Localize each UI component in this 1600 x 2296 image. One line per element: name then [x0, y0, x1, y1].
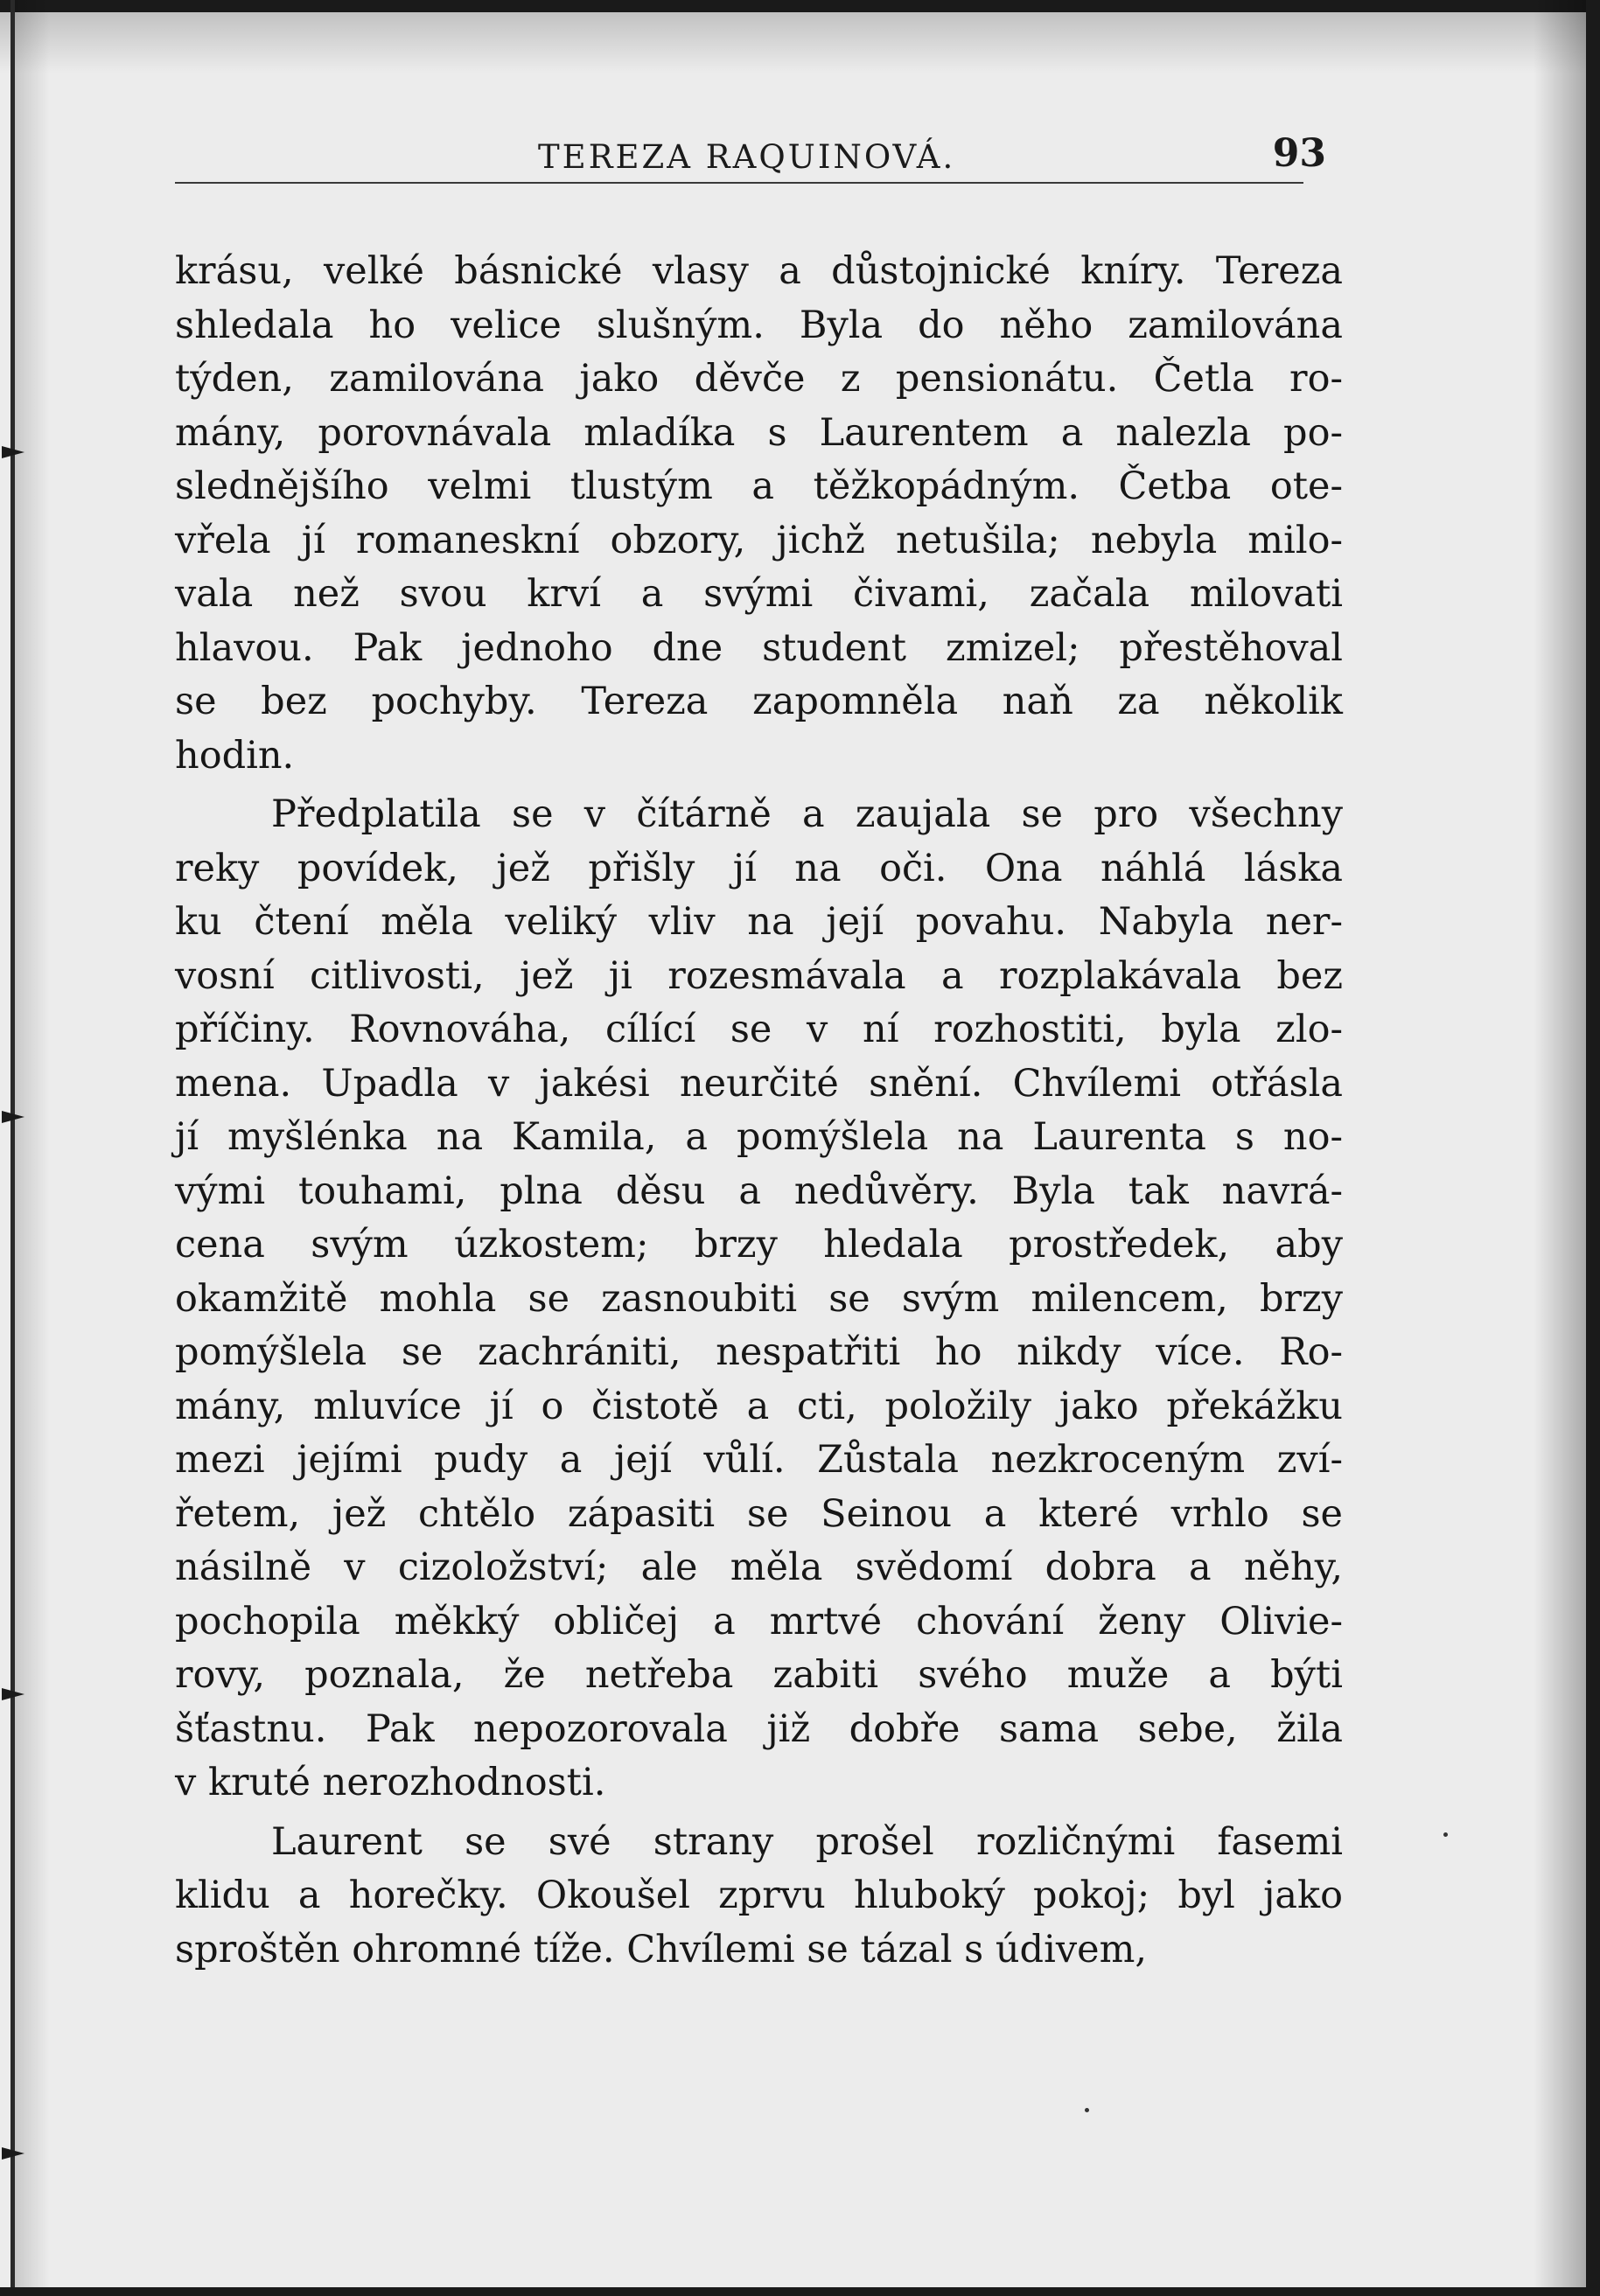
- scan-edge-bottom: [0, 2287, 1600, 2296]
- text-line: se bez pochyby. Tereza zapomněla naň za několik: [175, 680, 1343, 723]
- text-line: v kruté nerozhodnosti.: [175, 1761, 606, 1804]
- text-line: týden, zamilována jako děvče z pensionátu. Četla ro-: [175, 357, 1343, 401]
- body-text: [175, 245, 1343, 1977]
- text-line: jí myšlénka na Kamila, a pomýšlela na Laurenta s no-: [175, 1115, 1343, 1159]
- text-line: hlavou. Pak jednoho dne student zmizel; přestěhoval: [175, 625, 1343, 670]
- text-line: mány, porovnávala mladíka s Laurentem a nalezla po-: [175, 410, 1343, 455]
- text-line: násilně v cizoložství; ale měla svědomí dobra a něhy,: [175, 1546, 1343, 1589]
- text-line: ku čtení měla veliký vliv na její povahu. Nabyla ner-: [175, 900, 1343, 944]
- text-line: vřela jí romaneskní obzory, jichž netušila; nebyla milo-: [175, 518, 1343, 562]
- text-line: Předplatila se v čítárně a zaujala se pro všechny: [271, 792, 1343, 836]
- text-line: šťastnu. Pak nepozorovala již dobře sama sebe, žila: [175, 1706, 1343, 1751]
- scan-shadow-left: [15, 0, 50, 2296]
- text-line: reky povídek, jež přišly jí na oči. Ona náhlá láska: [175, 846, 1343, 890]
- header-rule: [175, 182, 1303, 184]
- text-line: vými touhami, plna děsu a nedůvěry. Byla tak navrá-: [175, 1169, 1343, 1213]
- scan-shadow-top: [0, 12, 1600, 73]
- text-line: Laurent se své strany prošel rozličnými fasemi: [271, 1819, 1343, 1864]
- paragraph: [175, 245, 1343, 783]
- paragraph: [175, 788, 1343, 1811]
- text-line: klidu a horečky. Okoušel zprvu hluboký pokoj; byl jako: [175, 1874, 1343, 1917]
- text-line: vala než svou krví a svými čivami, začala milovati: [175, 572, 1343, 616]
- text-line: krásu, velké básnické vlasy a důstojnické kníry. Tereza: [175, 249, 1343, 293]
- text-line: sproštěn ohromné tíže. Chvílemi se tázal s údivem,: [175, 1927, 1148, 1971]
- text-line: řetem, jež chtělo zápasiti se Seinou a které vrhlo se: [175, 1491, 1343, 1536]
- text-line: pochopila měkký obličej a mrtvé chování ženy Olivie-: [175, 1599, 1343, 1643]
- text-line: okamžitě mohla se zasnoubiti se svým milencem, brzy: [175, 1276, 1343, 1321]
- text-line: shledala ho velice slušným. Byla do něho zamilována: [175, 303, 1343, 347]
- paragraph: [175, 1816, 1343, 1978]
- text-line: rovy, poznala, že netřeba zabiti svého muže a býti: [175, 1653, 1343, 1697]
- text-line: mena. Upadla v jakési neurčité snění. Chvílemi otřásla: [175, 1061, 1343, 1106]
- running-title: TEREZA RAQUINOVÁ.: [538, 138, 956, 176]
- running-header: [175, 131, 1338, 184]
- text-line: mezi jejími pudy a její vůlí. Zůstala nezkroceným zví-: [175, 1438, 1343, 1482]
- text-line: vosní citlivosti, jež ji rozesmávala a rozplakávala bez: [175, 953, 1343, 998]
- dust-speck: [1085, 2108, 1089, 2112]
- scan-edge-top: [0, 0, 1600, 12]
- text-line: příčiny. Rovnováha, cílící se v ní rozhostiti, byla zlo-: [175, 1008, 1343, 1051]
- scan-edge-right: [1586, 0, 1600, 2296]
- text-line: pomýšlela se zachrániti, nespatřiti ho nikdy více. Ro-: [175, 1330, 1343, 1374]
- text-line: slednějšího velmi tlustým a těžkopádným. Četba ote-: [175, 464, 1343, 508]
- text-line: mány, mluvíce jí o čistotě a cti, položily jako překážku: [175, 1384, 1343, 1428]
- page-number: 93: [1272, 131, 1326, 176]
- text-line: cena svým úzkostem; brzy hledala prostředek, aby: [175, 1223, 1343, 1267]
- text-line: hodin.: [175, 733, 295, 778]
- scan-shadow-right: [1534, 0, 1586, 2296]
- dust-speck: [1443, 1832, 1448, 1837]
